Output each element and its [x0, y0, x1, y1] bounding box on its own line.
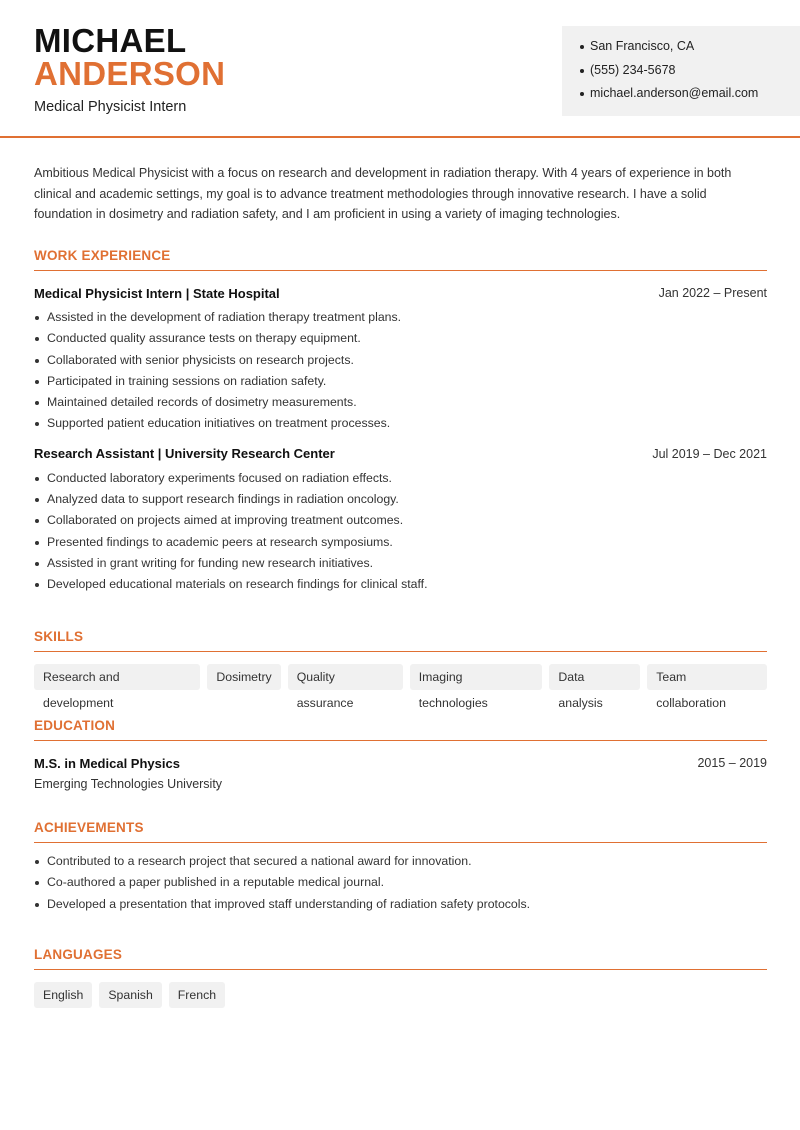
- education-school: Emerging Technologies University: [34, 777, 223, 791]
- list-item: Presented findings to academic peers at research symposiums.: [34, 532, 767, 553]
- list-item: Maintained detailed records of dosimetry measurements.: [34, 392, 767, 413]
- contact-email[interactable]: michael.anderson@email.com: [580, 82, 800, 106]
- job-title: Medical Physicist Intern: [34, 99, 187, 115]
- section-title-work-experience: WORK EXPERIENCE: [34, 243, 767, 271]
- contact-location: San Francisco, CA: [580, 35, 800, 59]
- list-item: Co-authored a paper published in a reputable medical journal.: [34, 872, 767, 893]
- skill-tag: Dosimetry: [207, 664, 280, 690]
- list-item: Conducted laboratory experiments focused on radiation effects.: [34, 468, 767, 489]
- job-date: Jul 2019 – Dec 2021: [652, 446, 767, 461]
- skill-tag: Team collaboration: [647, 664, 767, 690]
- skill-tag: Data analysis: [549, 664, 640, 690]
- list-item: Assisted in the development of radiation therapy treatment plans.: [34, 307, 767, 328]
- job-role: Medical Physicist Intern | State Hospital: [34, 285, 280, 301]
- work-experience-section: [34, 243, 767, 596]
- achievements-section: [34, 815, 767, 915]
- section-title-skills: SKILLS: [34, 624, 767, 652]
- education-degree: M.S. in Medical Physics: [34, 755, 180, 771]
- contact-phone: (555) 234-5678: [580, 59, 800, 83]
- language-tag: Spanish: [99, 982, 161, 1008]
- section-title-achievements: ACHIEVEMENTS: [34, 815, 767, 843]
- job-bullets: [34, 307, 767, 435]
- languages-tags: [34, 982, 767, 1008]
- list-item: Collaborated with senior physicists on research projects.: [34, 350, 767, 371]
- list-item: Developed educational materials on research findings for clinical staff.: [34, 574, 767, 595]
- job-entry: [34, 442, 767, 596]
- education-section: [34, 713, 767, 794]
- contact-box: [562, 26, 800, 116]
- section-title-education: EDUCATION: [34, 713, 767, 741]
- list-item: Analyzed data to support research findings in radiation oncology.: [34, 489, 767, 510]
- list-item: Conducted quality assurance tests on therapy equipment.: [34, 328, 767, 349]
- section-title-languages: LANGUAGES: [34, 942, 767, 970]
- job-date: Jan 2022 – Present: [658, 286, 767, 300]
- job-entry: [34, 281, 767, 435]
- job-bullets: [34, 468, 767, 596]
- list-item: Assisted in grant writing for funding new research initiatives.: [34, 553, 767, 574]
- achievements-list: [34, 851, 767, 915]
- list-item: Participated in training sessions on radiation safety.: [34, 371, 767, 392]
- list-item: Collaborated on projects aimed at improving treatment outcomes.: [34, 510, 767, 531]
- list-item: Contributed to a research project that secured a national award for innovation.: [34, 851, 767, 872]
- resume-header: [0, 0, 800, 138]
- first-name: MICHAEL: [34, 22, 187, 59]
- skill-tag: Imaging technologies: [410, 664, 543, 690]
- skill-tag: Research and development: [34, 664, 200, 690]
- language-tag: French: [169, 982, 225, 1008]
- summary-paragraph: Ambitious Medical Physicist with a focus on research and development in radiation therapy. With 4 years of experience in both clinical and academic settings, my goal is to advance treatment methodologies through innovative research. I have a solid foundation in dosimetry and radiation safety, and I am proficient in using a variety of imaging technologies.: [34, 166, 732, 222]
- language-tag: English: [34, 982, 92, 1008]
- education-date: 2015 – 2019: [697, 756, 767, 770]
- job-role: Research Assistant | University Research Center: [34, 446, 335, 462]
- list-item: Supported patient education initiatives on treatment processes.: [34, 413, 767, 434]
- last-name: ANDERSON: [34, 55, 226, 92]
- list-item: Developed a presentation that improved staff understanding of radiation safety protocols.: [34, 894, 767, 915]
- skills-section: [34, 624, 767, 710]
- skills-tags: [34, 664, 767, 710]
- languages-section: [34, 942, 767, 1008]
- skill-tag: Quality assurance: [288, 664, 403, 690]
